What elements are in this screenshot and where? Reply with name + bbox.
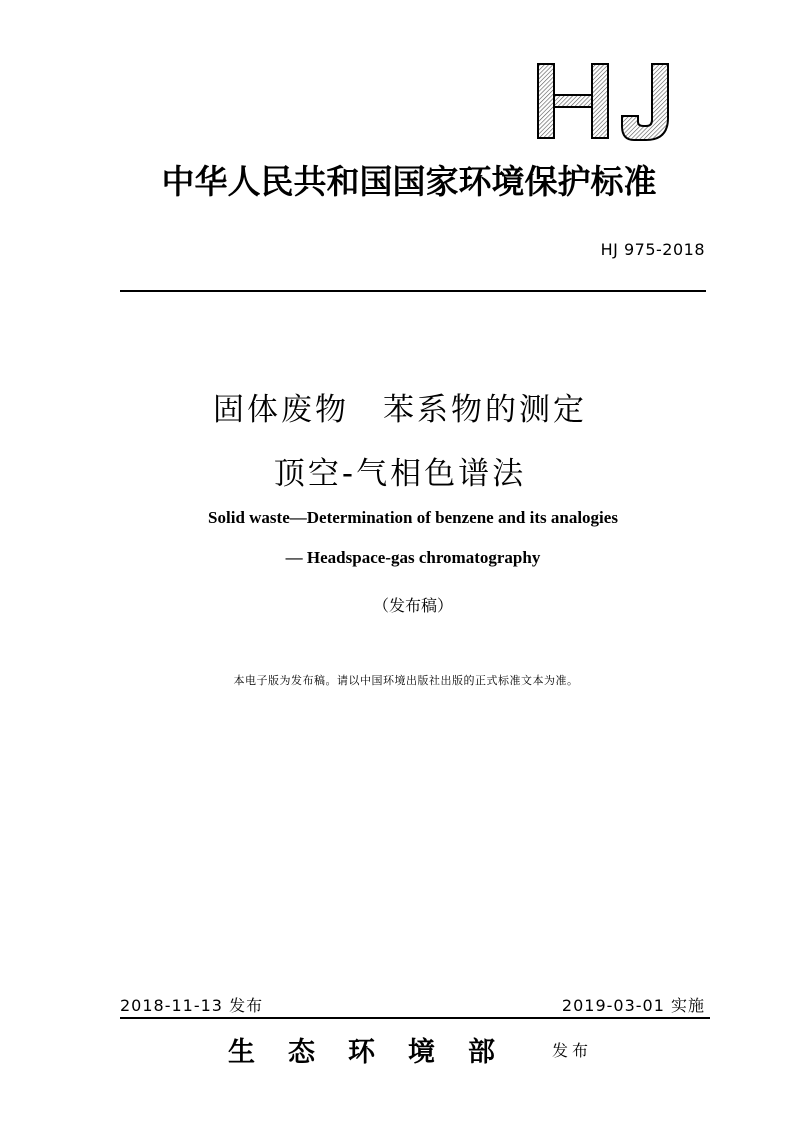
logo-text: HJ: [534, 62, 536, 63]
draft-label: （发布稿）: [372, 596, 453, 615]
issuing-authority: 生态环境部: [228, 1037, 528, 1068]
standard-organization: 中华人民共和国国家环境保护标准: [161, 162, 657, 201]
standard-code: HJ 975-2018: [600, 240, 705, 259]
title-chinese-line1: 固体废物 苯系物的测定: [213, 392, 587, 428]
issuing-authority-suffix: 发布: [552, 1041, 593, 1060]
hj-logo: [534, 62, 684, 142]
title-chinese-line2: 顶空-气相色谱法: [273, 456, 527, 492]
title-english-line2: — Headspace-gas chromatography: [285, 548, 541, 567]
title-english-line1: Solid waste—Determination of benzene and its analogies: [208, 508, 618, 527]
issue-date: 2018-11-13 发布: [120, 996, 264, 1015]
bottom-divider: [120, 1017, 710, 1019]
top-divider: [120, 290, 706, 292]
electronic-version-note: 本电子版为发布稿。请以中国环境出版社出版的正式标准文本为准。: [233, 674, 579, 687]
implementation-date: 2019-03-01 实施: [561, 996, 705, 1015]
